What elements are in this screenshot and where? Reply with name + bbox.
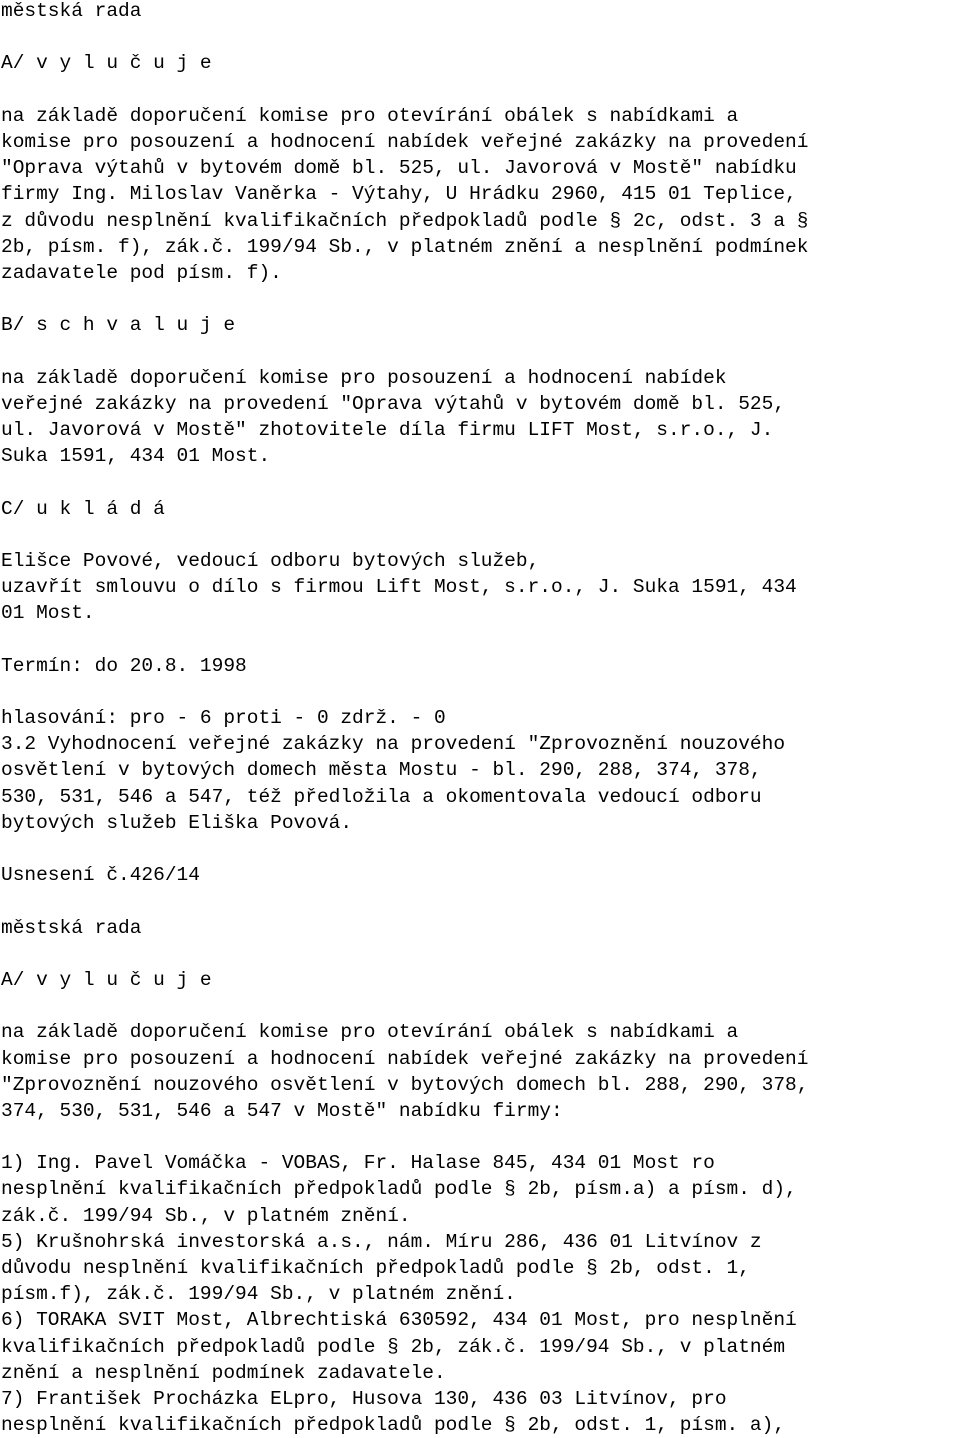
list-item: důvodu nesplnění kvalifikačních předpokladů podle § 2b, odst. 1, [1, 1257, 750, 1279]
paragraph-line: komise pro posouzení a hodnocení nabídek veřejné zakázky na provedení [1, 130, 809, 153]
section-heading-assign: C/ u k l á d á [1, 497, 165, 520]
paragraph-line: bytových služeb Eliška Povová. [1, 811, 353, 834]
paragraph-line: komise pro posouzení a hodnocení nabídek veřejné zakázky na provedení [1, 1047, 809, 1070]
list-item: zák.č. 199/94 Sb., v platném znění. [1, 1204, 411, 1227]
paragraph-line: 01 Most. [1, 602, 95, 625]
spacer [1, 888, 959, 914]
paragraph-line: Elišce Povové, vedoucí odboru bytových služeb, [1, 549, 540, 572]
document-page [1, 0, 959, 1438]
paragraph-approval [1, 365, 959, 470]
list-item: 7) František Procházka ELpro, Husova 130, 436 03 Litvínov, pro [1, 1387, 727, 1410]
spacer [1, 836, 959, 862]
paragraph-assignment [1, 548, 959, 627]
section-heading-exclude: A/ v y l u č u j e [1, 968, 212, 991]
paragraph-line: osvětlení v bytových domech města Mostu - bl. 290, 288, 374, 378, [1, 759, 762, 782]
spacer [1, 24, 959, 50]
paragraph-line: 530, 531, 546 a 547, též předložila a okomentovala vedoucí odboru [1, 785, 762, 808]
list-item: 5) Krušnohrská investorská a.s., nám. Míru 286, 436 01 Litvínov z [1, 1230, 762, 1253]
paragraph-line: 3.2 Vyhodnocení veřejné zakázky na provedení "Zprovoznění nouzového [1, 733, 786, 756]
deadline: Termín: do 20.8. 1998 [1, 654, 247, 677]
spacer [1, 941, 959, 967]
paragraph-line: "Oprava výtahů v bytovém domě bl. 525, ul. Javorová v Mostě" nabídku [1, 157, 797, 180]
paragraph-exclusion-2 [1, 1019, 959, 1124]
paragraph-exclusion [1, 103, 959, 286]
paragraph-line: "Zprovoznění nouzového osvětlení v bytových domech bl. 288, 290, 378, [1, 1073, 809, 1096]
spacer [1, 522, 959, 548]
paragraph-line: uzavřít smlouvu o dílo s firmou Lift Most, s.r.o., J. Suka 1591, 434 [1, 576, 797, 599]
paragraph-line: Suka 1591, 434 01 Most. [1, 445, 271, 468]
list-item: kvalifikačních předpokladů podle § 2b, zák.č. 199/94 Sb., v platném [1, 1335, 786, 1358]
spacer [1, 286, 959, 312]
body-name: městská rada [1, 916, 142, 939]
spacer [1, 1124, 959, 1150]
paragraph-line: na základě doporučení komise pro otevírání obálek s nabídkami a [1, 104, 739, 127]
paragraph-line: ul. Javorová v Mostě" zhotovitele díla firmu LIFT Most, s.r.o., J. [1, 419, 774, 441]
spacer [1, 679, 959, 705]
excluded-firms-list [1, 1150, 959, 1438]
paragraph-line: 2b, písm. f), zák.č. 199/94 Sb., v platném znění a nesplnění podmínek [1, 235, 809, 258]
resolution-number: Usnesení č.426/14 [1, 864, 200, 887]
paragraph-line: firmy Ing. Miloslav Vaněrka - Výtahy, U Hrádku 2960, 415 01 Teplice, [1, 183, 797, 206]
section-heading-approve: B/ s c h v a l u j e [1, 314, 236, 337]
paragraph-line: 374, 530, 531, 546 a 547 v Mostě" nabídku firmy: [1, 1099, 563, 1122]
spacer [1, 627, 959, 653]
paragraph-line: z důvodu nesplnění kvalifikačních předpokladů podle § 2c, odst. 3 a § [1, 209, 809, 232]
paragraph-line: veřejné zakázky na provedení "Oprava výtahů v bytovém domě bl. 525, [1, 392, 786, 415]
list-item: 6) TORAKA SVIT Most, Albrechtiská 630592, 434 01 Most, pro nesplnění [1, 1309, 797, 1332]
vote-result: hlasování: pro - 6 proti - 0 zdrž. - 0 [1, 707, 446, 730]
paragraph-line: na základě doporučení komise pro posouzení a hodnocení nabídek [1, 366, 727, 389]
spacer [1, 993, 959, 1019]
list-item: nesplnění kvalifikačních předpokladů podle § 2b, odst. 1, písm. a), [1, 1414, 786, 1437]
paragraph-line: zadavatele pod písm. f). [1, 261, 282, 284]
paragraph-section-3-2 [1, 731, 959, 836]
list-item: znění a nesplnění podmínek zadavatele. [1, 1361, 446, 1384]
section-heading-exclude: A/ v y l u č u j e [1, 52, 212, 75]
list-item: písm.f), zák.č. 199/94 Sb., v platném znění. [1, 1283, 516, 1306]
body-name: městská rada [1, 0, 142, 22]
spacer [1, 338, 959, 364]
spacer [1, 77, 959, 103]
list-item: 1) Ing. Pavel Vomáčka - VOBAS, Fr. Halase 845, 434 01 Most ro [1, 1152, 715, 1175]
list-item: nesplnění kvalifikačních předpokladů podle § 2b, písm.a) a písm. d), [1, 1178, 797, 1201]
spacer [1, 469, 959, 495]
paragraph-line: na základě doporučení komise pro otevírání obálek s nabídkami a [1, 1021, 739, 1044]
